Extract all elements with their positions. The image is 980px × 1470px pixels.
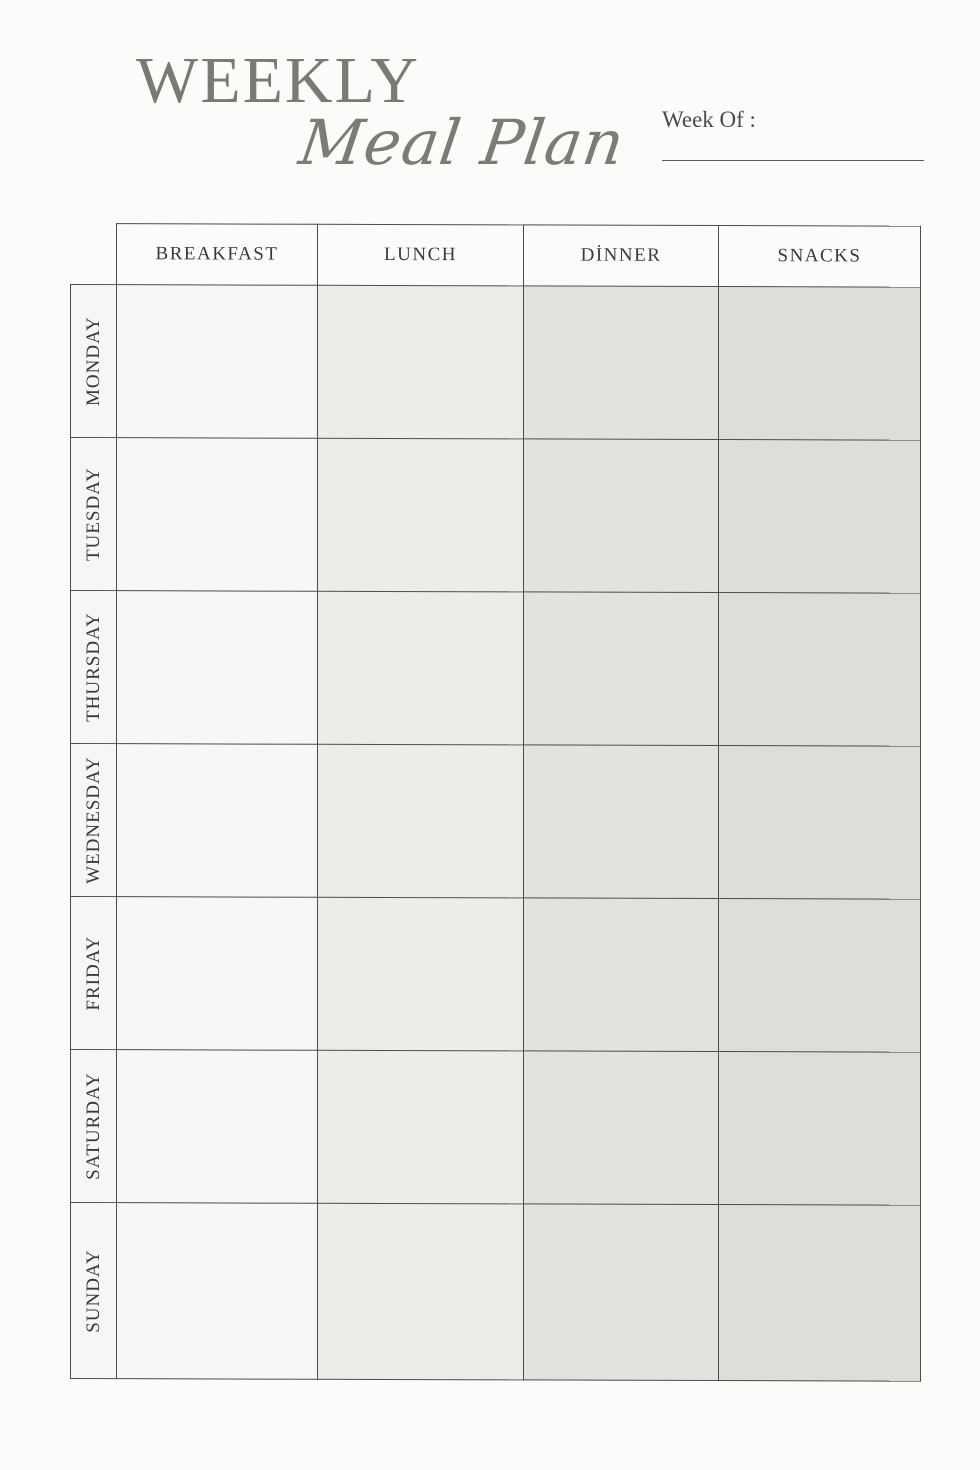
column-header-lunch: LUNCH [318,224,524,286]
day-label-cell [71,1203,117,1379]
meal-cell-lunch[interactable] [318,1050,524,1204]
meal-cell-lunch[interactable] [318,591,524,745]
meal-cell-dinner[interactable] [524,898,719,1052]
week-of-field[interactable] [662,160,924,161]
day-label-cell [71,438,117,591]
day-label: MONDAY [82,316,104,406]
meal-cell-snacks[interactable] [719,287,921,441]
meal-cell-lunch[interactable] [318,285,524,439]
meal-cell-snacks[interactable] [719,899,921,1053]
corner-cell [71,224,117,285]
table-row-wednesday [71,744,921,900]
meal-cell-dinner[interactable] [524,1051,719,1205]
column-header-snacks: SNACKS [719,226,921,288]
meal-cell-breakfast[interactable] [117,285,318,439]
meal-cell-snacks[interactable] [719,440,921,594]
column-header-dinner: DİNNER [524,225,719,287]
meal-cell-snacks[interactable] [719,1052,921,1206]
meal-cell-snacks[interactable] [719,746,921,900]
meal-cell-breakfast[interactable] [117,1050,318,1204]
meal-cell-snacks[interactable] [719,593,921,747]
table-row-sunday [71,1203,921,1382]
meal-cell-breakfast[interactable] [117,897,318,1051]
day-label-cell [71,591,117,744]
day-label: WEDNESDAY [82,756,104,884]
meal-cell-dinner[interactable] [524,745,719,899]
day-label-cell [71,285,117,438]
table-row-tuesday [71,438,921,594]
day-label-cell [71,897,117,1050]
day-label: FRIDAY [82,935,104,1011]
meal-cell-dinner[interactable] [524,439,719,593]
meal-cell-dinner[interactable] [524,286,719,440]
meal-cell-snacks[interactable] [719,1205,921,1382]
meal-cell-lunch[interactable] [318,744,524,898]
meal-cell-breakfast[interactable] [117,744,318,898]
meal-cell-breakfast[interactable] [117,1203,318,1380]
page-title: WEEKLY [136,44,420,117]
meal-cell-breakfast[interactable] [117,591,318,745]
meal-cell-dinner[interactable] [524,592,719,746]
meal-cell-lunch[interactable] [318,1203,524,1380]
table-row-saturday [71,1050,921,1206]
meal-cell-lunch[interactable] [318,438,524,592]
column-header-breakfast: BREAKFAST [117,224,318,286]
day-label-cell [71,1050,117,1203]
day-label: SATURDAY [82,1072,104,1180]
meal-cell-breakfast[interactable] [117,438,318,592]
day-label: SUNDAY [82,1248,104,1333]
meal-plan-table [70,223,921,1382]
week-of-label: Week Of : [662,107,756,132]
header-row [71,224,921,288]
table-row-thursday [71,591,921,747]
table-row-friday [71,897,921,1053]
meal-cell-lunch[interactable] [318,897,524,1051]
day-label: TUESDAY [82,467,104,562]
page-subtitle: Meal Plan [294,106,630,179]
meal-cell-dinner[interactable] [524,1204,719,1381]
day-label: THURSDAY [82,612,104,722]
meal-plan-table-container [70,223,920,1384]
table-row-monday [71,285,921,441]
day-label-cell [71,744,117,897]
